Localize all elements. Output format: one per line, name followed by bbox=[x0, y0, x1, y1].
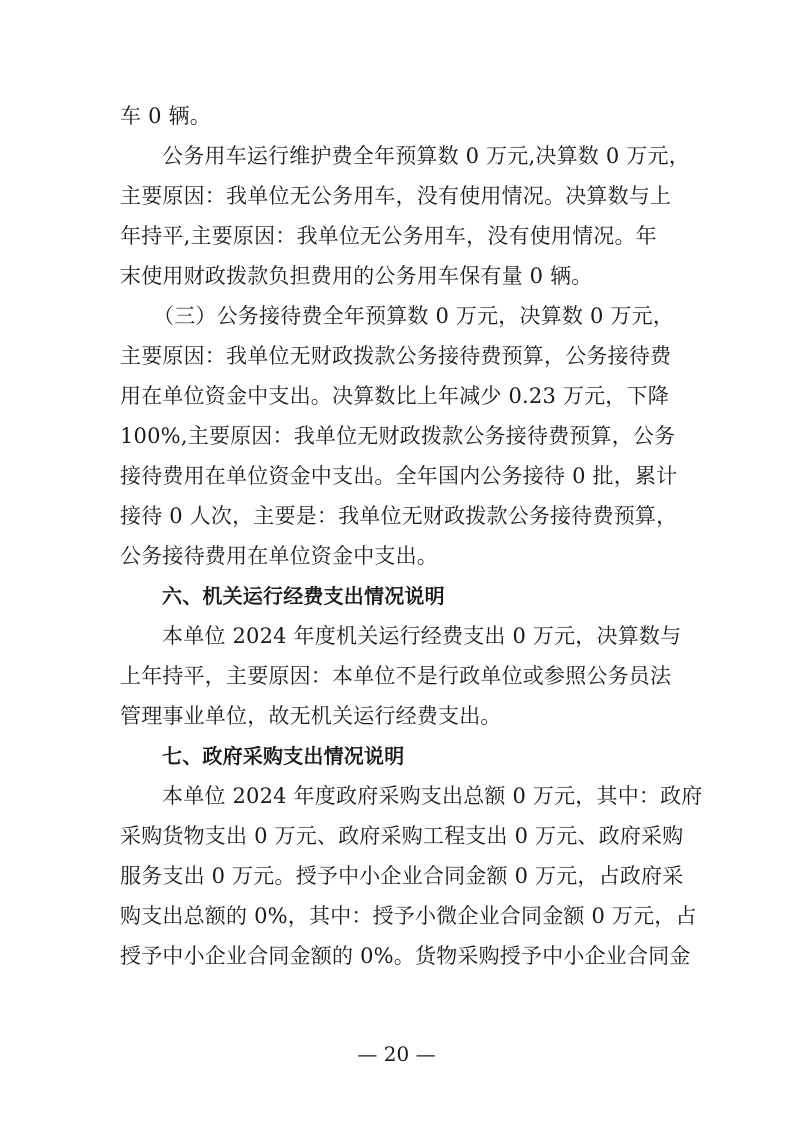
section-heading: 六、机关运行经费支出情况说明 bbox=[162, 584, 445, 608]
text-line: 采购货物支出 0 万元、政府采购工程支出 0 万元、政府采购 bbox=[120, 824, 684, 848]
text-line: 接待费用在单位资金中支出。全年国内公务接待 0 批，累计 bbox=[120, 464, 678, 488]
text-line: 购支出总额的 0%，其中：授予小微企业合同金额 0 万元，占 bbox=[120, 904, 697, 928]
text-line: 服务支出 0 万元。授予中小企业合同金额 0 万元，占政府采 bbox=[120, 864, 684, 888]
text-line: 管理事业单位，故无机关运行经费支出。 bbox=[120, 704, 502, 728]
paragraph-start: （三）公务接待费全年预算数 0 万元，决算数 0 万元， bbox=[153, 304, 675, 328]
page-number: — 20 — bbox=[357, 1042, 436, 1066]
text-line: 主要原因：我单位无财政拨款公务接待费预算，公务接待费 bbox=[120, 344, 672, 368]
text-line: 上年持平，主要原因：本单位不是行政单位或参照公务员法 bbox=[120, 664, 672, 688]
section-heading: 七、政府采购支出情况说明 bbox=[162, 744, 405, 768]
paragraph-start: 本单位 2024 年度机关运行经费支出 0 万元，决算数与 bbox=[162, 624, 682, 648]
text-line: 主要原因：我单位无公务用车，没有使用情况。决算数与上 bbox=[120, 184, 672, 208]
text-line: 车 0 辆。 bbox=[120, 104, 211, 128]
paragraph-start: 本单位 2024 年度政府采购支出总额 0 万元，其中：政府 bbox=[162, 784, 703, 808]
text-line: 接待 0 人次，主要是：我单位无财政拨款公务接待费预算， bbox=[120, 504, 678, 528]
text-line: 末使用财政拨款负担费用的公务用车保有量 0 辆。 bbox=[120, 264, 593, 288]
text-line: 用在单位资金中支出。决算数比上年减少 0.23 万元，下降 bbox=[120, 384, 669, 408]
text-line: 年持平,主要原因：我单位无公务用车，没有使用情况。年 bbox=[120, 224, 657, 248]
document-body bbox=[120, 96, 703, 976]
text-line: 授予中小企业合同金额的 0%。货物采购授予中小企业合同金 bbox=[120, 944, 691, 968]
text-line: 公务接待费用在单位资金中支出。 bbox=[120, 544, 438, 568]
paragraph-start: 公务用车运行维护费全年预算数 0 万元,决算数 0 万元， bbox=[162, 144, 690, 168]
text-line: 100%,主要原因：我单位无财政拨款公务接待费预算，公务 bbox=[120, 424, 676, 448]
